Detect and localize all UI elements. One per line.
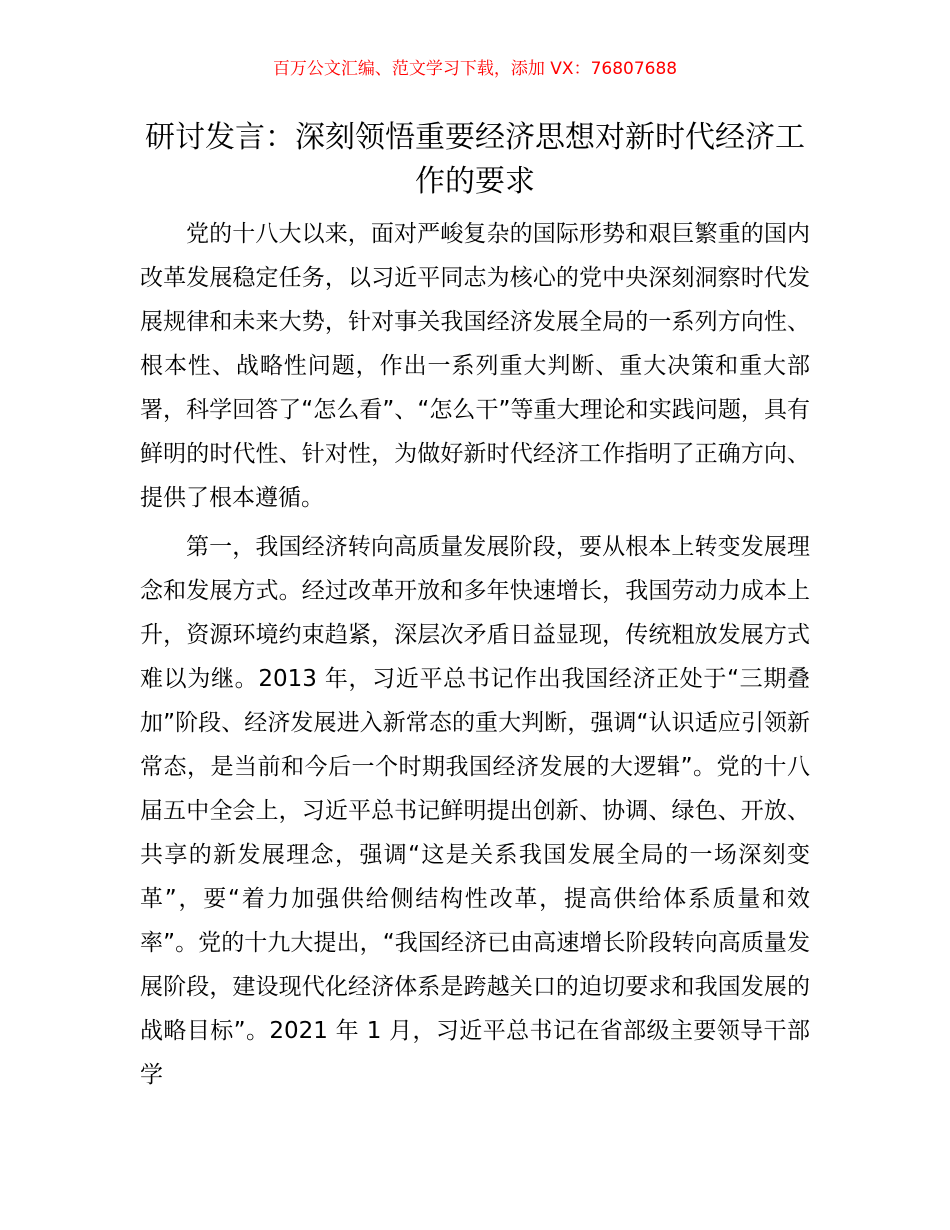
paragraph-intro: 党的十八大以来，面对严峻复杂的国际形势和艰巨繁重的国内改革发展稳定任务，以习近平同志为核心的党中央深刻洞察时代发展规律和未来大势，针对事关我国经济发展全局的一系列方向性、根本性、战略性问题，作出一系列重大判断、重大决策和重大部署，科学回答了“怎么看”、“怎么干”等重大理论和实践问题，具有鲜明的时代性、针对性，为做好新时代经济工作指明了正确方向、提供了根本遵循。 xyxy=(140,221,810,511)
paragraph-first-point: 第一，我国经济转向高质量发展阶段，要从根本上转变发展理念和发展方式。经过改革开放和多年快速增长，我国劳动力成本上升，资源环境约束趋紧，深层次矛盾日益显现，传统粗放发展方式难以为继。2013 年，习近平总书记作出我国经济正处于“三期叠加”阶段、经济发展进入新常态的重大判断，强调“认识适应引领新常态，是当前和今后一个时期我国经济发展的大逻辑”。党的十八届五中全会上，习近平总书记鲜明提出创新、协调、绿色、开放、共享的新发展理念，强调“这是关系我国发展全局的一场深刻变革”，要“着力加强供给侧结构性改革，提高供给体系质量和效率”。党的十九大提出，“我国经济已由高速增长阶段转向高质量发展阶段，建设现代化经济体系是跨越关口的迫切要求和我国发展的战略目标”。2021 年 1 月，习近平总书记在省部级主要领导干部学 xyxy=(140,534,810,1088)
header-banner: 百万公文汇编、范文学习下载，添加 VX：76807688 xyxy=(272,59,678,79)
document-title: 研讨发言：深刻领悟重要经济思想对新时代经济工作的要求 xyxy=(145,120,805,199)
